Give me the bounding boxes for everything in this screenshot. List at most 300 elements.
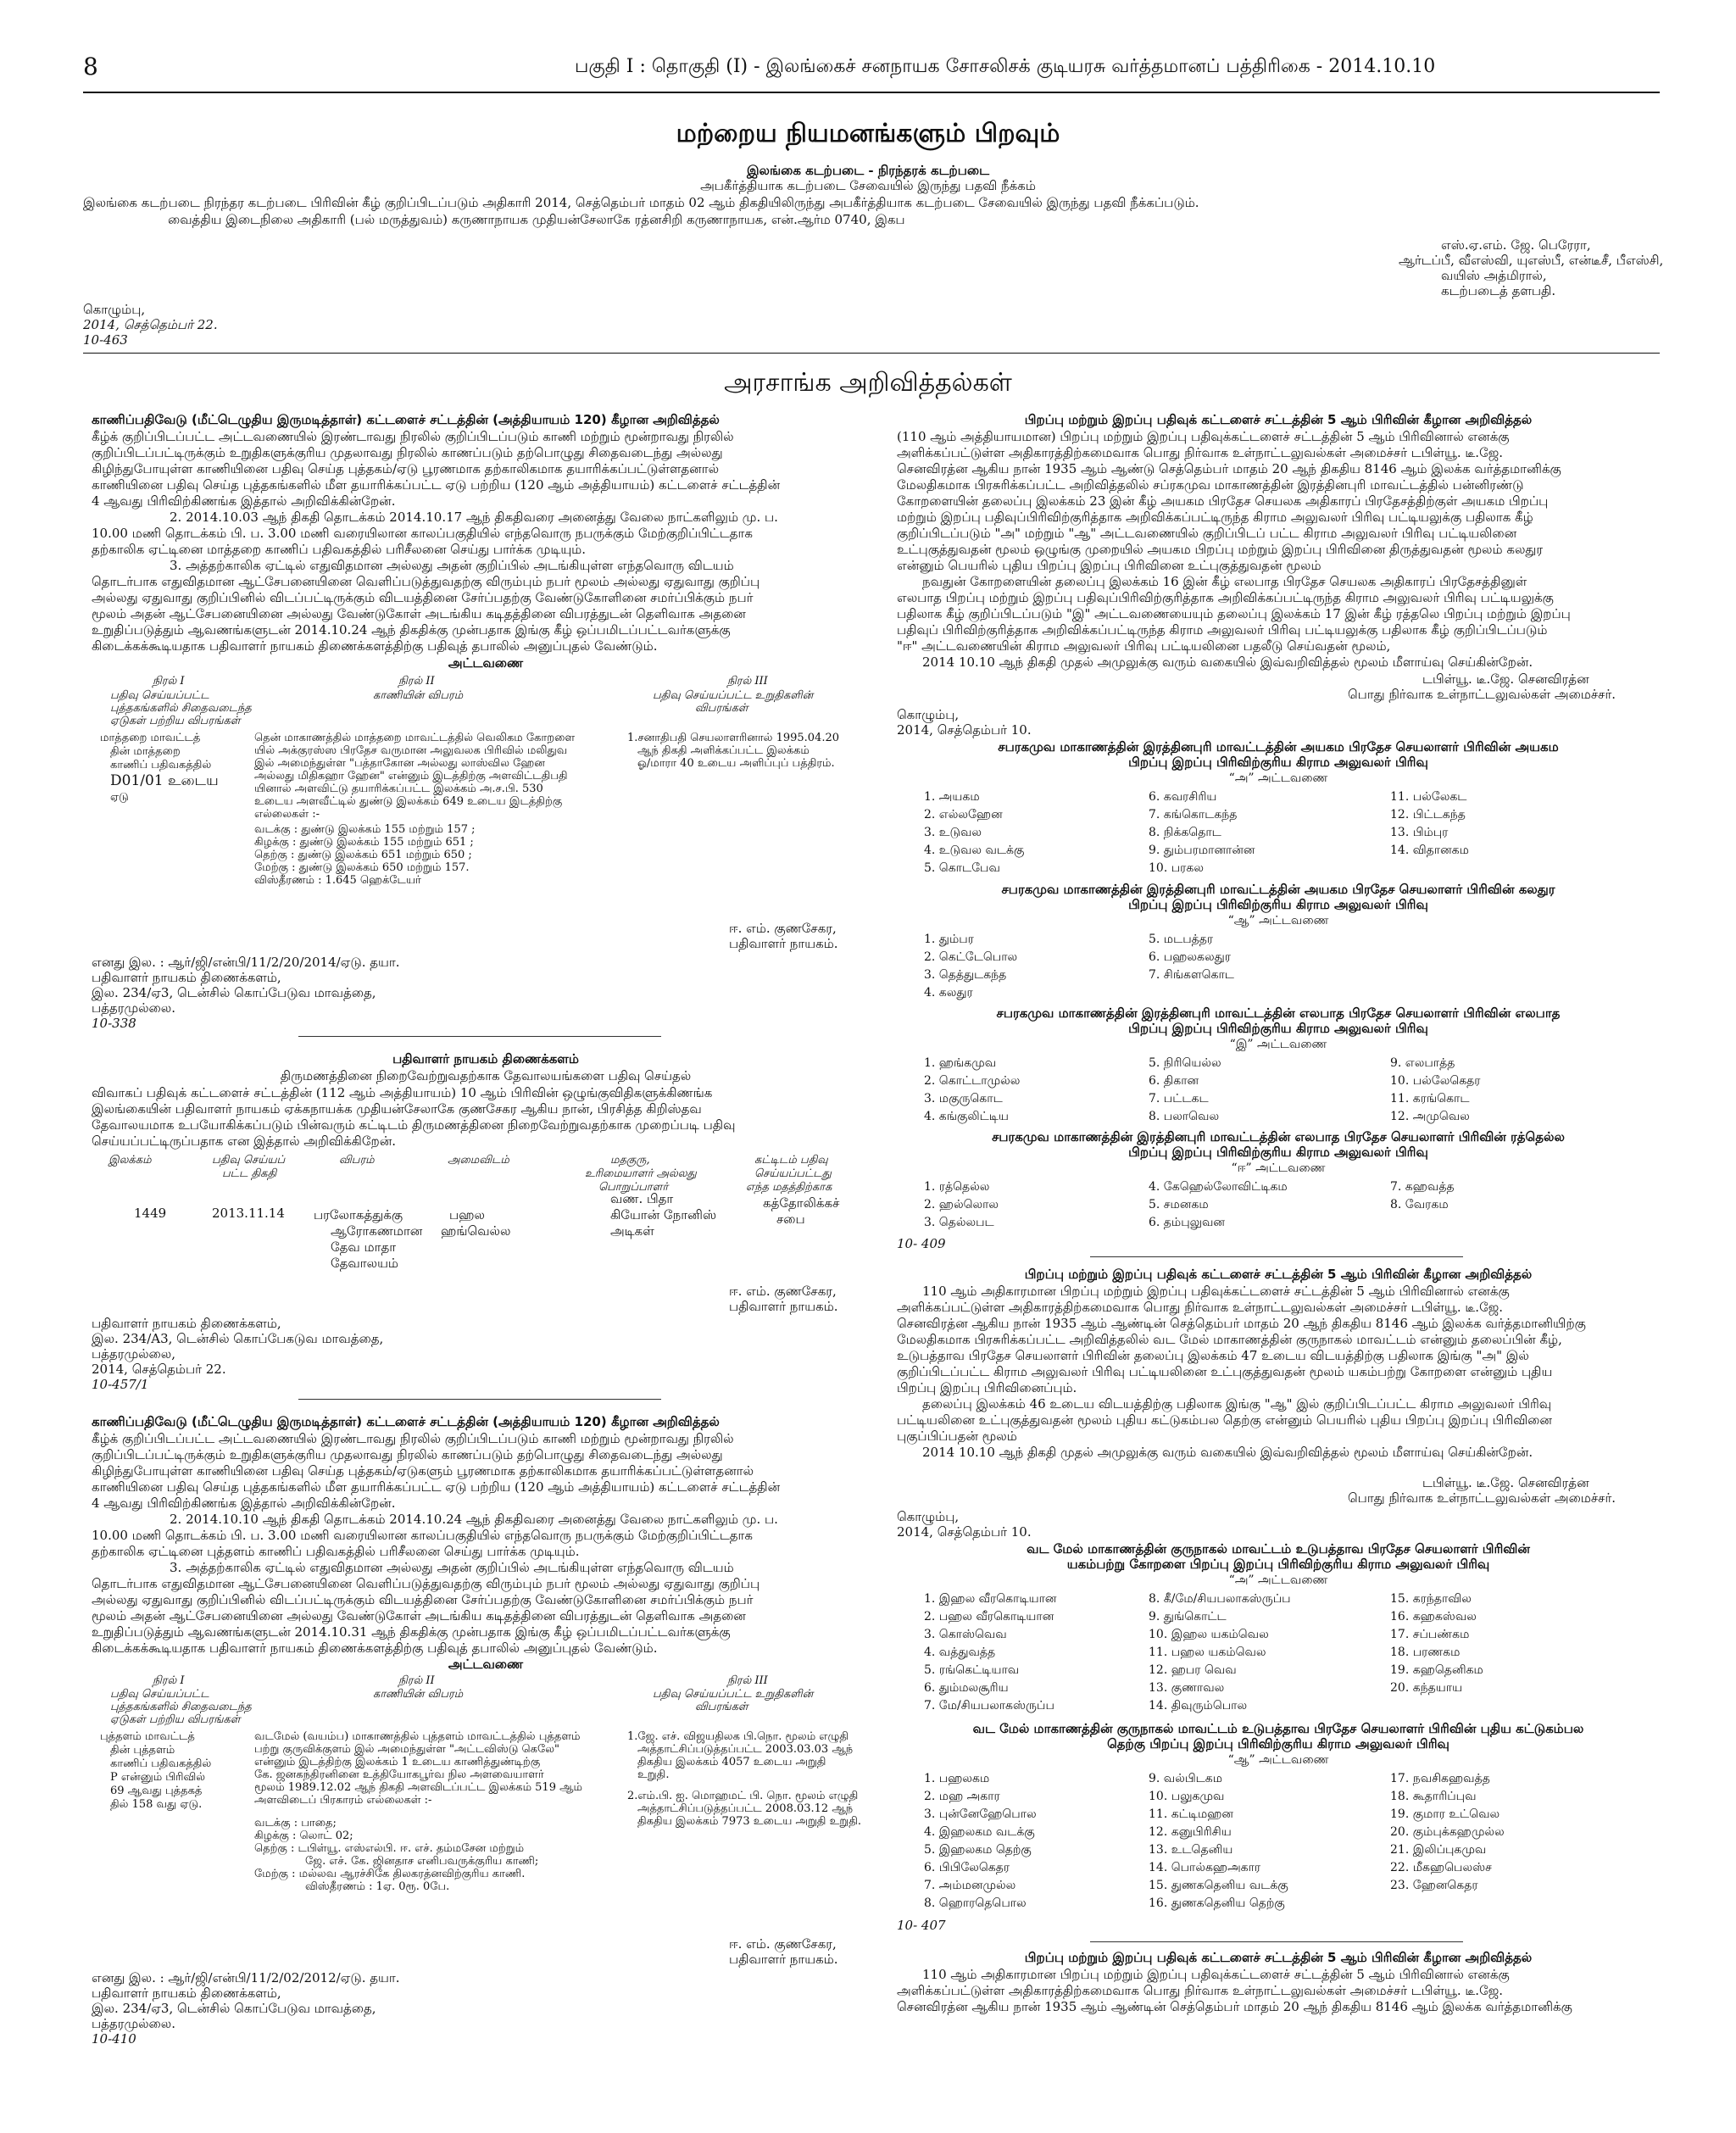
r3-bound-0: வடக்கு : பாதை; bbox=[254, 1817, 337, 1829]
ref-b-2: பத்தரமுல்லை, bbox=[92, 1346, 175, 1362]
r3-bound-5: விஸ்தீரணம் : 1ஏ. 0ரூ. 0பே. bbox=[305, 1880, 450, 1893]
date-r2: 2014, செத்தெம்பர் 10. bbox=[897, 1524, 1032, 1540]
appointments-heading: மற்றைய நியமனங்களும் பிறவும் bbox=[676, 119, 1060, 148]
list-item: 5. நிரியெல்ல bbox=[1149, 1056, 1221, 1070]
t2-religion-1: சபை bbox=[776, 1211, 805, 1227]
birth-notice-3-l2: செனவிரத்ன ஆகிய நான் 1935 ஆம் ஆண்டின் செத்தெம்பர் மாதம் 20 ஆந் திகதிய 8146 ஆம் இலக்க வர்த்தமானிக்கு bbox=[897, 1999, 1572, 2014]
r3-bound-4: மேற்கு : மல்லவ ஆரச்சிகே திலகரத்னவிற்குரிய காணி. bbox=[254, 1868, 526, 1880]
col1-sub-2-0: பதிவு செய்யப்பட்ட bbox=[110, 1688, 209, 1701]
page-number: 8 bbox=[83, 53, 98, 81]
birth-notice-1-l12: பதிவுப் பிரிவிற்குரித்தாக அறிவிக்கப்பட்டிருந்த கிராம அலுவலர் பிரிவு பட்டியலுக்கு பதிலாக கீழ் குறிப்பிடப்படும் bbox=[897, 622, 1548, 638]
list-item: 9. துங்கொட்ட bbox=[1149, 1610, 1227, 1623]
list-item: 7. அம்மனமுல்ல bbox=[924, 1879, 1016, 1892]
list-item: 1. அயகம bbox=[924, 790, 980, 804]
t2-h-religion-0: கட்டிடம் பதிவு bbox=[754, 1154, 828, 1167]
r3-c1-4: 69 ஆவது புத்தகத் bbox=[110, 1785, 203, 1797]
sig-r2-name: டபிள்யூ. டீ.ஜே. செனவிரத்ன bbox=[1422, 1475, 1589, 1490]
list-item: 2. எல்லஹேன bbox=[924, 808, 1003, 821]
ref-b-1: இல. 234/A3, டென்சில் கொப்பேகடுவ மாவத்தை, bbox=[92, 1331, 384, 1346]
list-item: 6. பிபிலேகெதர bbox=[924, 1861, 1010, 1874]
land-notice-1-p1-l4: 4 ஆவது பிரிவிற்கிணங்க இத்தால் அறிவிக்கின்றேன். bbox=[92, 493, 396, 509]
ref-a-2: இல. 234/ஏ3, டென்சில் கொப்பேடுவ மாவத்தை, bbox=[92, 985, 376, 1000]
list-item: 4. இஹலகம வடக்கு bbox=[924, 1825, 1035, 1839]
list-item: 15. கரந்தாவில bbox=[1390, 1592, 1472, 1606]
birth-notice-2-l1: அளிக்கப்பட்டுள்ள அதிகாரத்திற்கமைவாக பொது நிர்வாக உள்நாட்டலுவல்கள் அமைச்சர் டபிள்யூ. டீ.ஜே. bbox=[897, 1300, 1504, 1315]
list-item: 21. இலிப்புகமுவ bbox=[1390, 1843, 1487, 1857]
r3-c3b-1: அத்தாட்சிப்படுத்தப்பட்ட 2008.03.12 ஆந் bbox=[637, 1802, 854, 1815]
r1-bound-0: வடக்கு : துண்டு இலக்கம் 155 மற்றும் 157 ; bbox=[254, 823, 476, 836]
schedule-f-list bbox=[924, 1770, 1653, 1913]
list-item: 5. சமனகம bbox=[1149, 1198, 1209, 1211]
navy-signatory-title: கடற்படைத் தளபதி. bbox=[1441, 283, 1556, 298]
r1-c1-3: D01/01 உடைய bbox=[110, 772, 219, 789]
col3-sub-1: விபரங்கள் bbox=[695, 702, 748, 715]
code-c: 10-410 bbox=[92, 2031, 136, 2047]
place-r1: கொழும்பு, bbox=[897, 707, 960, 722]
navy-subheading: அபகீர்த்தியாக கடற்படை சேவையில் இருந்து பதவி நீக்கம் bbox=[700, 178, 1036, 193]
birth-notice-2-l4: உடுபத்தாவ பிரதேச செயலாளர் பிரிவின் தலைப்பு இலக்கம் 47 உடைய விடயத்திற்கு பதிலாக இங்கு "அ" இல் bbox=[897, 1348, 1529, 1363]
land-notice-2-p2-l2: தற்காலிக ஏட்டினை புத்தளம் காணிப் பதிவகத்தில் பரிசீலனை செய்து பார்க்க முடியும். bbox=[92, 1544, 580, 1559]
r1-c1-1: தின் மாத்தறை bbox=[110, 745, 181, 758]
land-notice-1-p3-l4: உறுதிப்படுத்தும் ஆவணங்களுடன் 2014.10.24 ஆந் திகதிக்கு முன்பதாக இங்கு கீழ் ஒப்பமிடப்பட்டவர்களுக்கு bbox=[92, 622, 731, 638]
list-item: 3. தெத்துடகந்த bbox=[924, 968, 1007, 982]
land-notice-2-p1-l3: காணியினை பதிவு செய்த புத்தகங்களில் மீள தயாரிக்கப்பட்ட ஏடு பற்றிய (120 ஆம் அத்தியாயம்) கட்டளைச் சட்டத்தின் bbox=[92, 1479, 781, 1495]
schedule-label-2: அட்டவணை bbox=[448, 1657, 524, 1672]
list-item bbox=[1390, 1895, 1653, 1913]
list-item: 4. உடுவல வடக்கு bbox=[924, 844, 1025, 857]
col1-sub-2-1: புத்தகங்களில் சிதைவடைந்த bbox=[110, 1701, 252, 1713]
r3-c1-0: புத்தளம் மாவட்டத் bbox=[100, 1730, 195, 1743]
list-item: 8. பலாவெல bbox=[1149, 1110, 1220, 1123]
land-notice-2-p3-l3: மூலம் அதன் ஆட்சேபனையினை அல்லது வேண்டுகோள் அடங்கிய கடிதத்தினை விபரத்துடன் தெளிவாக அதனை bbox=[92, 1608, 746, 1623]
col2-sub: காணியின் விபரம் bbox=[373, 689, 464, 702]
list-item: 17. சப்பண்கம bbox=[1390, 1628, 1470, 1641]
registrar-p-1: இலங்கையின் பதிவாளர் நாயகம் ஏக்கநாயக்க முதியன்சேலாகே குணசேகர ஆகிய நான், பிரசித்த கிறிஸ்தவ bbox=[92, 1101, 702, 1117]
t2-h-pastor-0: மதகுரு, bbox=[610, 1154, 650, 1167]
birth-notice-2-l7: தலைப்பு இலக்கம் 46 உடைய விடயத்திற்கு பதிலாக இங்கு "ஆ" இல் குறிப்பிடப்பட்ட கிராம அலுவலர் பிரிவு bbox=[922, 1396, 1552, 1412]
list-item: 12. ஹபர வெவ bbox=[1149, 1663, 1237, 1677]
list-item: 15. துணகதெனிய வடக்கு bbox=[1149, 1879, 1288, 1892]
list-item: 1. தும்பர bbox=[924, 933, 974, 946]
land-notice-2-p1-l0: கீழ்க் குறிப்பிடப்பட்ட அட்டவணையில் இரண்டாவது நிரலில் குறிப்பிடப்படும் காணி மற்றும் மூன்றாவது நிரலில் bbox=[92, 1431, 734, 1446]
t2-h-number: இலக்கம் bbox=[108, 1154, 152, 1167]
list-item: 6. திகான bbox=[1149, 1074, 1199, 1088]
list-item: 4. வத்துவத்த bbox=[924, 1646, 996, 1659]
sig-b-title: பதிவாளர் நாயகம். bbox=[729, 1299, 838, 1314]
list-item: 2. மஹ அகார bbox=[924, 1790, 1000, 1803]
birth-notice-1-title: பிறப்பு மற்றும் இறப்பு பதிவுக் கட்டளைச் சட்டத்தின் 5 ஆம் பிரிவின் கீழான அறிவித்தல் bbox=[1024, 412, 1533, 427]
col3-sub-2-1: விபரங்கள் bbox=[695, 1701, 748, 1713]
list-item: 11. பல்லேகட bbox=[1390, 790, 1467, 804]
list-item: 14. பொல்கஹஅகார bbox=[1149, 1861, 1261, 1874]
list-item: 6. கவரசிரிய bbox=[1149, 790, 1217, 804]
schedule-f-title-2: தெற்கு பிறப்பு இறப்பு பிரிவிற்குரிய கிராம அலுவலர் பிரிவு bbox=[1107, 1736, 1449, 1752]
list-item: 7. கஹவத்த bbox=[1390, 1180, 1455, 1194]
birth-notice-1-l2: செனவிரத்ன ஆகிய நான் 1935 ஆம் ஆண்டு செத்தெம்பர் மாதம் 20 ஆந் திகதிய 8146 ஆம் இலக்க வர்த்தமானிக்கு bbox=[897, 461, 1561, 476]
schedule-d-title-1: சபரகமுவ மாகாணத்தின் இரத்தினபுரி மாவட்டத்தின் எலபாத பிரதேச செயலாளர் பிரிவின் ரத்தெல்ல bbox=[992, 1129, 1565, 1144]
r1-c3-2: ஓ/மாரா 40 உடைய அளிப்புப் பத்திரம். bbox=[637, 757, 835, 770]
navy-place: கொழும்பு, bbox=[83, 302, 146, 317]
birth-notice-2-title: பிறப்பு மற்றும் இறப்பு பதிவுக் கட்டளைச் சட்டத்தின் 5 ஆம் பிரிவின் கீழான அறிவித்தல் bbox=[1024, 1267, 1533, 1282]
birth-notice-2-l0: 110 ஆம் அதிகாரமான பிறப்பு மற்றும் இறப்பு பதிவுக்கட்டளைச் சட்டத்தின் 5 ஆம் பிரிவினால் எனக்கு bbox=[922, 1284, 1510, 1299]
r3-bound-3: ஜே. எச். கே. ஜினதாச எனிபவருக்குரிய காணி; bbox=[305, 1855, 539, 1868]
r1-c3-0: 1.சனாதிபதி செயலாளரினால் 1995.04.20 bbox=[627, 732, 839, 744]
birth-notice-1-l1: அளிக்கப்பட்டுள்ள அதிகாரத்திற்கமைவாக பொது நிர்வாக உள்நாட்டலுவல்கள் அமைச்சர் டபிள்யூ. டீ.ஜே. bbox=[897, 445, 1504, 460]
list-item bbox=[1149, 984, 1399, 1002]
birth-notice-1-l8: என்னும் பெயரில் புதிய பிறப்பு இறப்பு பிரிவினை உட்புகுத்துவதன் மூலம் bbox=[897, 558, 1321, 573]
birth-notice-2-l5: குறிப்பிடப்பட்ட கிராம அலுவலர் பிரிவு பட்டியலினை உட்புகுத்துவதன் மூலம் யகம்பற்று கோறளை என்னும் புதிய bbox=[897, 1364, 1553, 1379]
list-item: 2. கொட்டாமுல்ல bbox=[924, 1074, 1021, 1088]
section-rule bbox=[83, 353, 1660, 354]
schedule-c-label: “இ” அட்டவணை bbox=[1229, 1038, 1327, 1051]
r1-bound-4: விஸ்தீரணம் : 1.645 ஹெக்டேயர் bbox=[254, 874, 421, 887]
code-r2: 10- 407 bbox=[897, 1918, 946, 1933]
ref-a-0: எனது இல. : ஆர்/ஜி/என்பி/11/2/20/2014/ஏடு. தயா. bbox=[92, 955, 400, 970]
r1-bound-3: மேற்கு : துண்டு இலக்கம் 650 மற்றும் 157. bbox=[254, 861, 470, 874]
birth-notice-3-l0: 110 ஆம் அதிகாரமான பிறப்பு மற்றும் இறப்பு பதிவுக்கட்டளைச் சட்டத்தின் 5 ஆம் பிரிவினால் எனக்கு bbox=[922, 1967, 1510, 1982]
list-item: 7. கங்கொடகந்த bbox=[1149, 808, 1238, 821]
list-item: 12. அமுவெல bbox=[1390, 1110, 1470, 1123]
land-notice-1-p1-l2: கிழிந்துபோயுள்ள காணியினை பதிவு செய்த புத்தகம்/ஏடு பூரணமாக தற்காலிகமாக தயாரிக்கப்பட்டுள்ளதனால் bbox=[92, 461, 720, 476]
schedule-e-label: “அ” அட்டவணை bbox=[1228, 1573, 1328, 1587]
land-notice-2-p1-l1: குறிப்பிடப்பட்டிருக்கும் உறுதிகளுக்குரிய முதலாவது நிரலில் காணப்படும் தற்பொழுது சிதைவடைந்து அல்லது bbox=[92, 1447, 723, 1462]
ref-c-3: பத்தரமுல்லை. bbox=[92, 2016, 175, 2031]
birth-notice-2-l9: புகுப்பிப்பதன் மூலம் bbox=[897, 1428, 1017, 1444]
header-rule bbox=[83, 92, 1660, 93]
land-notice-1-p1-l1: குறிப்பிடப்பட்டிருக்கும் உறுதிகளுக்குரிய முதலாவது நிரலில் காணப்படும் தற்பொழுது சிதைவடைந்து அல்லது bbox=[92, 445, 723, 460]
land-notice-1-p2-l0: 2. 2014.10.03 ஆந் திகதி தொடக்கம் 2014.10.17 ஆந் திகதிவரை அனைத்து வேலை நாட்களிலும் மு. ப. bbox=[170, 510, 778, 525]
t2-pastor-0: வண. பிதா bbox=[610, 1191, 674, 1206]
list-item: 17. நவசிகஹவத்த bbox=[1390, 1772, 1490, 1785]
list-item: 23. ஹேனகெதர bbox=[1390, 1879, 1478, 1892]
schedule-label: அட்டவணை bbox=[448, 655, 524, 671]
schedule-e-title-1: வட மேல் மாகாணத்தின் குருநாகல் மாவட்டம் உடுபத்தாவ பிரதேச செயலாளர் பிரிவின் bbox=[1027, 1541, 1530, 1557]
notice-separator bbox=[1090, 1256, 1463, 1257]
birth-notice-1-l6: குறிப்பிடப்படும் "அ" மற்றும் "ஆ" அட்டவணையில் குறிப்பிடப் பட்ட கிராம அலுவலர் பிரிவு பட்டியலினை bbox=[897, 526, 1517, 541]
r3-c3a-3: உறுதி. bbox=[637, 1768, 670, 1781]
list-item: 3. மகுருகொட bbox=[924, 1092, 1003, 1105]
land-notice-2-p1-l4: 4 ஆவது பிரிவிற்கிணங்க இத்தால் அறிவிக்கின்றேன். bbox=[92, 1495, 396, 1511]
land-notice-2-p3-l2: அல்லது ஏதுவாது குறிப்பினில் விடப்பட்டிருக்கும் விடயத்தினை சேர்ப்பதற்கு வேண்டுகோளினை சமர்ப்பிக்கும் நபர் bbox=[92, 1592, 754, 1607]
land-notice-2-p3-l1: தொடர்பாக எதுவிதமான ஆட்சேபனையினை வெளிப்படுத்துவதற்கு விரும்பும் நபர் மூலம் அல்லது ஏதுவாது குறிப்பு bbox=[92, 1576, 760, 1591]
r3-c2-0: வடமேல் (வயம்ப) மாகாணத்தில் புத்தளம் மாவட்டத்தில் புத்தளம் bbox=[254, 1730, 581, 1743]
schedule-a-label: “அ” அட்டவணை bbox=[1228, 771, 1328, 785]
list-item: 3. உடுவல bbox=[924, 826, 982, 839]
col1-sub-1: புத்தகங்களில் சிதைவடைந்த bbox=[110, 702, 252, 715]
land-notice-2-p2-l1: 10.00 மணி தொடக்கம் பி. ப. 3.00 மணி வரையிலான காலப்பகுதியில் எந்தவொரு நபருக்கும் மேற்குறிப்பிட்டதாக bbox=[92, 1528, 753, 1543]
list-item: 12. பிட்டகந்த bbox=[1390, 808, 1466, 821]
col1-sub-2-2: ஏடுகள் பற்றிய விபரங்கள் bbox=[110, 1713, 241, 1726]
list-item: 11. பஹல யகம்வெல bbox=[1149, 1646, 1266, 1659]
birth-notice-1-l11: பதிலாக கீழ் குறிப்பிடப்படும் "இ" அட்டவணையையும் தலைப்பு இலக்கம் 17 இன் கீழ் ரத்தலெ பிறப்பு மற்றும் இறப்பு bbox=[897, 606, 1571, 621]
birth-notice-1-l9: நவதுன் கோறளையின் தலைப்பு இலக்கம் 16 இன் கீழ் எலபாத பிரதேச செயலக அதிகாரப் பிரதேசத்தினுள் bbox=[922, 574, 1527, 589]
list-item: 10. பல்லேகெதர bbox=[1390, 1074, 1481, 1088]
list-item: 9. எலபாத்த bbox=[1390, 1056, 1455, 1070]
land-notice-1-p2-l1: 10.00 மணி தொடக்கம் பி. ப. 3.00 மணி வரையிலான காலப்பகுதியில் எந்தவொரு நபருக்கும் மேற்குறிப்பிட்டதாக bbox=[92, 526, 753, 541]
ref-c-2: இல. 234/ஏ3, டென்சில் கொப்பேடுவ மாவத்தை, bbox=[92, 2001, 376, 2016]
ref-c-0: எனது இல. : ஆர்/ஜி/என்பி/11/2/02/2012/ஏடு. தயா. bbox=[92, 1970, 400, 1985]
land-notice-1-p3-l5: கிடைக்கக்கூடியதாக பதிவாளர் நாயகம் திணைக்களத்திற்கு பதிவுத் தபாலில் அனுப்புதல் வேண்டும். bbox=[92, 638, 658, 654]
r3-c3a-1: அத்தாட்சிப்படுத்தப்பட்ட 2003.03.03 ஆந் bbox=[637, 1743, 854, 1756]
list-item: 5. இஹலகம தெற்கு bbox=[924, 1843, 1032, 1857]
t2-desc-2: தேவ மாதா bbox=[331, 1239, 397, 1255]
r1-c2-3: அல்லது மிதிகஹா ஹேன" என்னும் இடத்திற்கு அளவிட்டதிபதி bbox=[254, 770, 568, 782]
schedule-d-list bbox=[924, 1178, 1653, 1232]
r1-bound-1: கிழக்கு : துண்டு இலக்கம் 155 மற்றும் 651 ; bbox=[254, 836, 474, 849]
r3-c2-3: கே. ஜனகந்திரனினை உத்தியோகபூர்வ நில அளவையாளர் bbox=[254, 1768, 544, 1781]
r1-c3-1: ஆந் திகதி அளிக்கப்பட்ட இலக்கம் bbox=[637, 744, 810, 757]
sig-a-title: பதிவாளர் நாயகம். bbox=[729, 936, 838, 951]
land-notice-1-p3-l1: தொடர்பாக எதுவிதமான ஆட்சேபனையினை வெளிப்படுத்துவதற்கு விரும்பும் நபர் மூலம் அல்லது ஏதுவாது குறிப்பு bbox=[92, 574, 760, 589]
navy-body-2: வைத்திய இடைநிலை அதிகாரி (பல் மருத்துவம்) கருணாநாயக முதியன்சேலாகே ரத்னசிறி கருணாநாயக, என்.ஆர்ம 0740, இகப bbox=[168, 212, 905, 227]
r1-c2-6: எல்லைகள் :- bbox=[254, 808, 320, 821]
list-item: 4. கங்குலிட்டிய bbox=[924, 1110, 1009, 1123]
list-item: 19. கஹதெனிகம bbox=[1390, 1663, 1483, 1677]
schedule-b-title-2: பிறப்பு இறப்பு பிரிவிற்குரிய கிராம அலுவலர் பிரிவு bbox=[1128, 897, 1428, 912]
t2-desc-0: பரலோகத்துக்கு bbox=[314, 1207, 403, 1222]
list-item: 20. கும்புக்கஹமுல்ல bbox=[1390, 1825, 1505, 1839]
col3-sub-2-0: பதிவு செய்யப்பட்ட உறுதிகளின் bbox=[653, 1688, 814, 1701]
schedule-a-title-2: பிறப்பு இறப்பு பிரிவிற்குரிய கிராம அலுவலர் பிரிவு bbox=[1128, 755, 1428, 770]
list-item: 2. பஹல வீரகொடியான bbox=[924, 1610, 1054, 1623]
list-item: 20. கந்தயாய bbox=[1390, 1681, 1463, 1695]
t2-pastor-1: கியோன் நோனிஸ் bbox=[610, 1207, 717, 1222]
schedule-c-title-1: சபரகமுவ மாகாணத்தின் இரத்தினபுரி மாவட்டத்தின் எலபாத பிரதேச செயலாளர் பிரிவின் எலபாத bbox=[996, 1005, 1561, 1021]
birth-notice-2-l2: செனவிரத்ன ஆகிய நான் 1935 ஆம் ஆண்டின் செத்தெம்பர் மாதம் 20 ஆந் திகதிய 8146 ஆம் இலக்க வர்த்தமானியிற்கு bbox=[897, 1316, 1586, 1331]
t2-h-desc: விபரம் bbox=[339, 1154, 375, 1167]
registrar-p-0: விவாகப் பதிவுக் கட்டளைச் சட்டத்தின் (112 ஆம் அத்தியாயம்) 10 ஆம் பிரிவின் ஒழுங்குவிதிகளுக்கிணங்க bbox=[92, 1085, 713, 1100]
notice-separator bbox=[1090, 1941, 1463, 1942]
list-item bbox=[1390, 860, 1653, 877]
list-item: 11. கட்டிமஹன bbox=[1149, 1807, 1233, 1821]
schedule-c-list bbox=[924, 1055, 1653, 1126]
list-item: 13. பிம்புர bbox=[1390, 826, 1449, 839]
ref-a-3: பத்தரமுல்லை. bbox=[92, 1000, 175, 1016]
r3-c3a-2: திகதிய இலக்கம் 4057 உடைய அறுதி bbox=[637, 1756, 826, 1768]
sig-b-name: ஈ. எம். குணசேகர, bbox=[729, 1284, 837, 1299]
t2-desc-3: தேவாலயம் bbox=[331, 1256, 398, 1271]
land-notice-1-title: காணிப்பதிவேடு (மீட்டெழுதிய இருமடித்தாள்) கட்டளைச் சட்டத்தின் (அத்தியாயம் 120) கீழான அறிவித்தல் bbox=[92, 412, 720, 427]
schedule-b-label: “ஆ” அட்டவணை bbox=[1227, 914, 1329, 927]
t2-h-religion-1: செய்யப்பட்டது bbox=[754, 1167, 832, 1180]
sig-a-name: ஈ. எம். குணசேகர, bbox=[729, 921, 837, 936]
r3-c3a-0: 1.ஜே. எச். விஜயதிலக பி.நொ. மூலம் எழுதி bbox=[627, 1730, 849, 1743]
birth-notice-1-l7: உட்புகுத்துவதன் மூலம் ஒழுங்கு முறையில் அயகம பிறப்பு மற்றும் இறப்பு பிரிவினை திருத்துவதன் மூலம் கலதுர bbox=[897, 542, 1544, 557]
list-item bbox=[1390, 1214, 1653, 1232]
registrar-subheading: திருமணத்தினை நிறைவேற்றுவதற்காக தேவாலயங்களை பதிவு செய்தல் bbox=[280, 1068, 692, 1083]
birth-notice-3-title: பிறப்பு மற்றும் இறப்பு பதிவுக் கட்டளைச் சட்டத்தின் 5 ஆம் பிரிவின் கீழான அறிவித்தல் bbox=[1024, 1950, 1533, 1965]
list-item: 9. தும்பரமானான்ன bbox=[1149, 844, 1255, 857]
t2-h-religion-2: எந்த மதத்திற்காக bbox=[746, 1181, 832, 1194]
birth-notice-1-l5: மற்றும் இறப்பு பதிவுப்பிரிவிற்குரித்தாக அறிவிக்கப்பட்டிருந்த கிராம அலுவலர் பிரிவு பட்டியலுக்கு பதிலாக கீழ் bbox=[897, 510, 1533, 525]
list-item: 18. கூதாரிப்புவ bbox=[1390, 1790, 1477, 1803]
list-item: 7. சிங்களகொட bbox=[1149, 968, 1234, 982]
place-r2: கொழும்பு, bbox=[897, 1509, 960, 1524]
col3-header: நிரல் III bbox=[727, 675, 768, 688]
r3-c1-2: காணிப் பதிவகத்தில் bbox=[110, 1757, 212, 1770]
t2-desc-1: ஆரோகணமான bbox=[331, 1223, 423, 1239]
list-item: 1. ரத்தெல்ல bbox=[924, 1180, 990, 1194]
col1-header-2: நிரல் I bbox=[153, 1674, 185, 1687]
t2-h-location: அமைவிடம் bbox=[448, 1154, 509, 1167]
t2-loc-1: ஹங்வெல்ல bbox=[441, 1223, 511, 1239]
list-item: 1. இஹல வீரகொடியான bbox=[924, 1592, 1057, 1606]
r3-c2-5: அளவிடைப் பிரகாரம் எல்லைகள் :- bbox=[254, 1794, 432, 1807]
list-item: 14. திவுரும்பொல bbox=[1149, 1699, 1248, 1713]
notice-separator bbox=[298, 1036, 661, 1037]
t2-religion-0: கத்தோலிக்கச் bbox=[763, 1195, 840, 1211]
r3-c1-3: P என்னும் பிரிவில் bbox=[110, 1771, 206, 1784]
col2-header: நிரல் II bbox=[398, 675, 435, 688]
land-notice-2-p2-l0: 2. 2014.10.10 ஆந் திகதி தொடக்கம் 2014.10.24 ஆந் திகதிவரை அனைத்து வேலை நாட்களிலும் மு. ப. bbox=[170, 1512, 778, 1527]
birth-notice-1-l0: (110 ஆம் அத்தியாயமான) பிறப்பு மற்றும் இறப்பு பதிவுக்கட்டளைச் சட்டத்தின் 5 ஆம் பிரிவினால் எனக்கு bbox=[897, 429, 1510, 444]
ref-b-3: 2014, செத்தெம்பர் 22. bbox=[92, 1362, 226, 1377]
land-notice-1-p3-l0: 3. அத்தற்காலிக ஏட்டில் எதுவிதமான அல்லது அதன் குறிப்பில் அடங்கியுள்ள எந்தவொரு விடயம் bbox=[170, 558, 734, 573]
col1-sub-2: ஏடுகள் பற்றிய விபரங்கள் bbox=[110, 715, 241, 727]
list-item: 16. துணகதெனிய தெற்கு bbox=[1149, 1896, 1285, 1910]
birth-notice-1-l14: 2014 10.10 ஆந் திகதி முதல் அமுலுக்கு வரும் வகையில் இவ்வறிவித்தல் மூலம் மீளாய்வு செய்கின்றேன். bbox=[922, 654, 1533, 670]
r3-c2-2: என்னும் இடத்திற்கு இலக்கம் 1 உடைய காணித்துண்டிற்கு bbox=[254, 1756, 541, 1768]
list-item: 18. பரணகம bbox=[1390, 1646, 1461, 1659]
list-item: 6. தும்மலசூரிய bbox=[924, 1681, 1009, 1695]
list-item bbox=[1390, 1697, 1653, 1715]
list-item: 8. ஹொரதெபொல bbox=[924, 1896, 1027, 1910]
r3-c2-1: பற்று குருவிக்குளம் இல் அமைந்துள்ள "அட்டவிஸ்டு கெலே" bbox=[254, 1743, 559, 1756]
sig-c-name: ஈ. எம். குணசேகர, bbox=[729, 1936, 837, 1952]
list-item: 2. கெட்டேபொல bbox=[924, 950, 1018, 964]
sig-r1-title: பொது நிர்வாக உள்நாட்டலுவல்கள் அமைச்சர். bbox=[1348, 687, 1616, 702]
land-notice-1-p2-l2: தற்காலிக ஏட்டினை மாத்தறை காணிப் பதிவகத்தில் பரிசீலனை செய்து பார்க்க முடியும். bbox=[92, 542, 587, 557]
registrar-p-3: செய்யப்பட்டிருப்பதாக என இத்தால் அறிவிக்கிறேன். bbox=[92, 1133, 397, 1149]
land-notice-2-p1-l2: கிழிந்துபோயுள்ள காணியினை பதிவு செய்த புத்தகம்/ஏடுகளும் பூரணமாக தற்காலிகமாக தயாரிக்கப்பட்டுள்ளதனால் bbox=[92, 1463, 754, 1479]
schedule-b-title-1: சபரகமுவ மாகாணத்தின் இரத்தினபுரி மாவட்டத்தின் அயகம பிரதேச செயலாளர் பிரிவின் கலதுர bbox=[1001, 882, 1555, 897]
navy-signatory-rank: வயிஸ் அத்மிரால், bbox=[1441, 268, 1547, 283]
navy-signatory: எஸ்.ஏ.எம். ஜே. பெரேரா, bbox=[1441, 237, 1591, 253]
list-item: 4. கேஹெல்லோவிட்டிகம bbox=[1149, 1180, 1288, 1194]
registrar-heading: பதிவாளர் நாயகம் திணைக்களம் bbox=[392, 1051, 579, 1066]
land-notice-1-p1-l0: கீழ்க் குறிப்பிடப்பட்ட அட்டவணையில் இரண்டாவது நிரலில் குறிப்பிடப்படும் காணி மற்றும் மூன்றாவது நிரலில் bbox=[92, 429, 734, 444]
col2-sub-2: காணியின் விபரம் bbox=[373, 1688, 464, 1701]
list-item: 1. பஹலகம bbox=[924, 1772, 990, 1785]
notice-separator bbox=[298, 1399, 661, 1400]
schedule-f-label: “ஆ” அட்டவணை bbox=[1227, 1753, 1329, 1767]
date-r1: 2014, செத்தெம்பர் 10. bbox=[897, 722, 1032, 738]
ref-b-0: பதிவாளர் நாயகம் திணைக்களம், bbox=[92, 1316, 281, 1331]
list-item: 8. வேரகம bbox=[1390, 1198, 1449, 1211]
r1-c2-4: யினால் அளவிட்டு தயாரிக்கப்பட்ட இலக்கம் அ.ச.பி. 530 bbox=[254, 782, 543, 795]
birth-notice-2-l8: பட்டியலினை உட்புகுத்துவதன் மூலம் புதிய கட்டுகம்பல தெற்கு என்னும் பெயரில் புதிய பிறப்பு இறப்பு பிரிவினை bbox=[897, 1412, 1552, 1428]
r1-c2-5: உடைய அளவீட்டில் துண்டு இலக்கம் 649 உடைய இடத்திற்கு bbox=[254, 795, 563, 808]
sig-r2-title: பொது நிர்வாக உள்நாட்டலுவல்கள் அமைச்சர். bbox=[1348, 1490, 1616, 1506]
col1-header: நிரல் I bbox=[153, 675, 185, 688]
list-item: 3. தெல்லபட bbox=[924, 1216, 994, 1229]
r1-c1-2: காணிப் பதிவகத்தில் bbox=[110, 759, 212, 771]
r3-c1-1: தின் புத்தளம் bbox=[110, 1744, 175, 1757]
t2-h-pastor-1: உரிமையாளர் அல்லது bbox=[585, 1167, 697, 1180]
t2-h-pastor-2: பொறுப்பாளர் bbox=[598, 1181, 669, 1194]
list-item: 12. கனுபிரிசிய bbox=[1149, 1825, 1232, 1839]
t2-loc-0: பஹல bbox=[449, 1207, 485, 1222]
t2-date: 2013.11.14 bbox=[212, 1206, 285, 1221]
navy-date: 2014, செத்தெம்பர் 22. bbox=[83, 317, 218, 332]
r1-c2-1: யில் அக்குரஸ்ஸ பிரதேச வருமான அலுவலக பிரிவில் மலிதுவ bbox=[254, 744, 568, 757]
land-notice-1-p3-l2: அல்லது ஏதுவாது குறிப்பினில் விடப்பட்டிருக்கும் விடயத்தினை சேர்ப்பதற்கு வேண்டுகோளினை சமர்ப்பிக்கும் நபர் bbox=[92, 590, 754, 605]
r3-c1-5: தில் 158 வது ஏடு. bbox=[110, 1798, 203, 1811]
land-notice-2-title: காணிப்பதிவேடு (மீட்டெழுதிய இருமடித்தாள்) கட்டளைச் சட்டத்தின் (அத்தியாயம் 120) கீழான அறிவித்தல் bbox=[92, 1414, 720, 1429]
list-item: 8. நிக்கதொட bbox=[1149, 826, 1221, 839]
r3-c2-4: மூலம் 1989.12.02 ஆந் திகதி அளவிடப்பட்ட இலக்கம் 519 ஆம் bbox=[254, 1781, 583, 1794]
list-item: 7. மே/சியபலாகஸ்ருப்ப bbox=[924, 1699, 1054, 1713]
ref-a-1: பதிவாளர் நாயகம் திணைக்களம், bbox=[92, 970, 281, 985]
col2-header-2: நிரல் II bbox=[398, 1674, 435, 1687]
registrar-p-2: தேவாலயமாக உபயோகிக்கப்படும் பின்வரும் கட்டிடம் திருமணத்தினை நிறைவேற்றுவதற்காக முறைப்படி பதிவு bbox=[92, 1117, 736, 1133]
birth-notice-1-l4: கோறளையின் தலைப்பு இலக்கம் 23 இன் கீழ் அயகம பிரதேச செயலக அதிகாரப் பிரதேசத்திற்குள் அயகம பிறப்பு bbox=[897, 493, 1549, 509]
navy-signatory-honours: ஆர்டப்பீ, வீஎஸ்வி, யுஎஸ்பீ, என்டீசீ, பீஎஸ்சி, bbox=[1399, 253, 1664, 268]
col3-header-2: நிரல் III bbox=[727, 1674, 768, 1687]
list-item: 14. விதானகம bbox=[1390, 844, 1469, 857]
land-notice-2-p3-l4: உறுதிப்படுத்தும் ஆவணங்களுடன் 2014.10.31 ஆந் திகதிக்கு முன்பதாக இங்கு கீழ் ஒப்பமிடப்பட்டவர்களுக்கு bbox=[92, 1624, 731, 1640]
land-notice-2-p3-l0: 3. அத்தற்காலிக ஏட்டில் எதுவிதமான அல்லது அதன் குறிப்பில் அடங்கியுள்ள எந்தவொரு விடயம் bbox=[170, 1560, 734, 1575]
list-item: 9. வல்பிடகம bbox=[1149, 1772, 1222, 1785]
list-item: 5. கொடபேவ bbox=[924, 861, 1000, 875]
r1-c1-4: ஏடு bbox=[110, 791, 129, 804]
schedule-b-list bbox=[924, 931, 1399, 1002]
list-item: 3. கொஸ்வெவ bbox=[924, 1628, 1007, 1641]
r1-c1-0: மாத்தறை மாவட்டத் bbox=[100, 732, 201, 744]
navy-body-1: இலங்கை கடற்படை நிரந்தர கடற்படை பிரிவின் கீழ் குறிப்பிடப்படும் அதிகாரி 2014, செத்தெம்பர் மாதம் 02 ஆம் திகதியிலிருந்து அபகீர்த்தியாக கடற்படை சேவையில் இருந்து பதவி நீக்கப்படும். bbox=[83, 195, 1199, 210]
code-r1: 10- 409 bbox=[897, 1236, 946, 1251]
list-item: 22. மீகஹபெலஸ்ச bbox=[1390, 1861, 1492, 1874]
list-item: 4. கலதுர bbox=[924, 986, 973, 1000]
schedule-c-title-2: பிறப்பு இறப்பு பிரிவிற்குரிய கிராம அலுவலர் பிரிவு bbox=[1128, 1021, 1428, 1036]
list-item: 6. பஹலகலதுர bbox=[1149, 950, 1231, 964]
list-item: 2. ஹல்லொல bbox=[924, 1198, 999, 1211]
birth-notice-1-l3: மேலதிகமாக பிரசுரிக்கப்பட்ட அறிவித்தலில் சப்ரகமுவ மாகாணத்தின் இரத்தினபுரி மாவட்டத்தில் பன்னிரண்டு bbox=[897, 477, 1524, 493]
schedule-a-title-1: சபரகமுவ மாகாணத்தின் இரத்தினபுரி மாவட்டத்தின் அயகம பிரதேச செயலாளர் பிரிவின் அயகம bbox=[998, 739, 1559, 755]
list-item: 7. பட்டகட bbox=[1149, 1092, 1209, 1105]
govt-notices-heading: அரசாங்க அறிவித்தல்கள் bbox=[724, 368, 1012, 398]
land-notice-1-p1-l3: காணியினை பதிவு செய்த புத்தகங்களில் மீள தயாரிக்கப்பட்ட ஏடு பற்றிய (120 ஆம் அத்தியாயம்) கட்டளைச் சட்டத்தின் bbox=[92, 477, 781, 493]
navy-ref: 10-463 bbox=[83, 332, 128, 348]
list-item: 8. கீ/மே/சியபலாகஸ்ருப்ப bbox=[1149, 1592, 1291, 1606]
sig-r1-name: டபிள்யூ. டீ.ஜே. செனவிரத்ன bbox=[1422, 671, 1589, 687]
list-item: 13. குணாவல bbox=[1149, 1681, 1225, 1695]
schedule-e-list bbox=[924, 1590, 1653, 1715]
navy-heading: இலங்கை கடற்படை - நிரந்தரக் கடற்படை bbox=[746, 163, 990, 178]
col3-sub-0: பதிவு செய்யப்பட்ட உறுதிகளின் bbox=[653, 689, 814, 702]
list-item: 19. குமார உட்வெல bbox=[1390, 1807, 1500, 1821]
t2-number: 1449 bbox=[134, 1206, 167, 1221]
r1-c2-2: இல் அமைந்துள்ள "பத்தாகோன அல்லது லாஸ்வில ஹேன bbox=[254, 757, 545, 770]
schedule-a-list bbox=[924, 788, 1653, 877]
r1-bound-2: தெற்கு : துண்டு இலக்கம் 651 மற்றும் 650 ; bbox=[254, 849, 472, 861]
birth-notice-1-l13: "ஈ" அட்டவணையின் கிராம அலுவலர் பிரிவு பட்டியலினை பதலீடு செய்வதன் மூலம், bbox=[897, 638, 1391, 654]
r3-bound-2: தெற்கு : டபிள்யூ. எஸ்எல்பி. ஈ. எச். தம்மசேன மற்றும் bbox=[254, 1842, 525, 1855]
gazette-title: பகுதி I : தொகுதி (I) - இலங்கைச் சனநாயக சோசலிசக் குடியரசு வர்த்தமானப் பத்திரிகை - 2014.10.10 bbox=[575, 56, 1436, 77]
code-a: 10-338 bbox=[92, 1016, 136, 1031]
r3-c3b-2: திகதிய இலக்கம் 7973 உடைய அறுதி உறுதி. bbox=[637, 1815, 862, 1828]
birth-notice-1-l10: எலபாத பிறப்பு மற்றும் இறப்பு பதிவுப்பிரிவிற்குரித்தாக அறிவிக்கப்பட்டிருந்த கிராம அலுவலர் பிரிவு பட்டியலுக்கு bbox=[897, 590, 1554, 605]
list-item: 10. பரகல bbox=[1149, 861, 1204, 875]
schedule-e-title-2: யகம்பற்று கோறளை பிறப்பு இறப்பு பிரிவிற்குரிய கிராம அலுவலர் பிரிவு bbox=[1066, 1557, 1490, 1572]
birth-notice-3-l1: அளிக்கப்பட்டுள்ள அதிகாரத்திற்கமைவாக பொது நிர்வாக உள்நாட்டலுவல்கள் அமைச்சர் டபிள்யூ. டீ.ஜே. bbox=[897, 1983, 1504, 1998]
sig-c-title: பதிவாளர் நாயகம். bbox=[729, 1952, 838, 1967]
land-notice-1-p3-l3: மூலம் அதன் ஆட்சேபனையினை அல்லது வேண்டுகோள் அடங்கிய கடிதத்தினை விபரத்துடன் தெளிவாக அதனை bbox=[92, 606, 746, 621]
schedule-d-label: “ஈ” அட்டவணை bbox=[1231, 1161, 1326, 1175]
code-b: 10-457/1 bbox=[92, 1377, 149, 1392]
birth-notice-2-l3: மேலதிகமாக பிரசுரிக்கப்பட்ட அறிவித்தலில் வட மேல் மாகாணத்தின் குருநாகல் மாவட்டம் என்னும் தலைப்பின் கீழ், bbox=[897, 1332, 1562, 1347]
page-header bbox=[83, 53, 1660, 86]
